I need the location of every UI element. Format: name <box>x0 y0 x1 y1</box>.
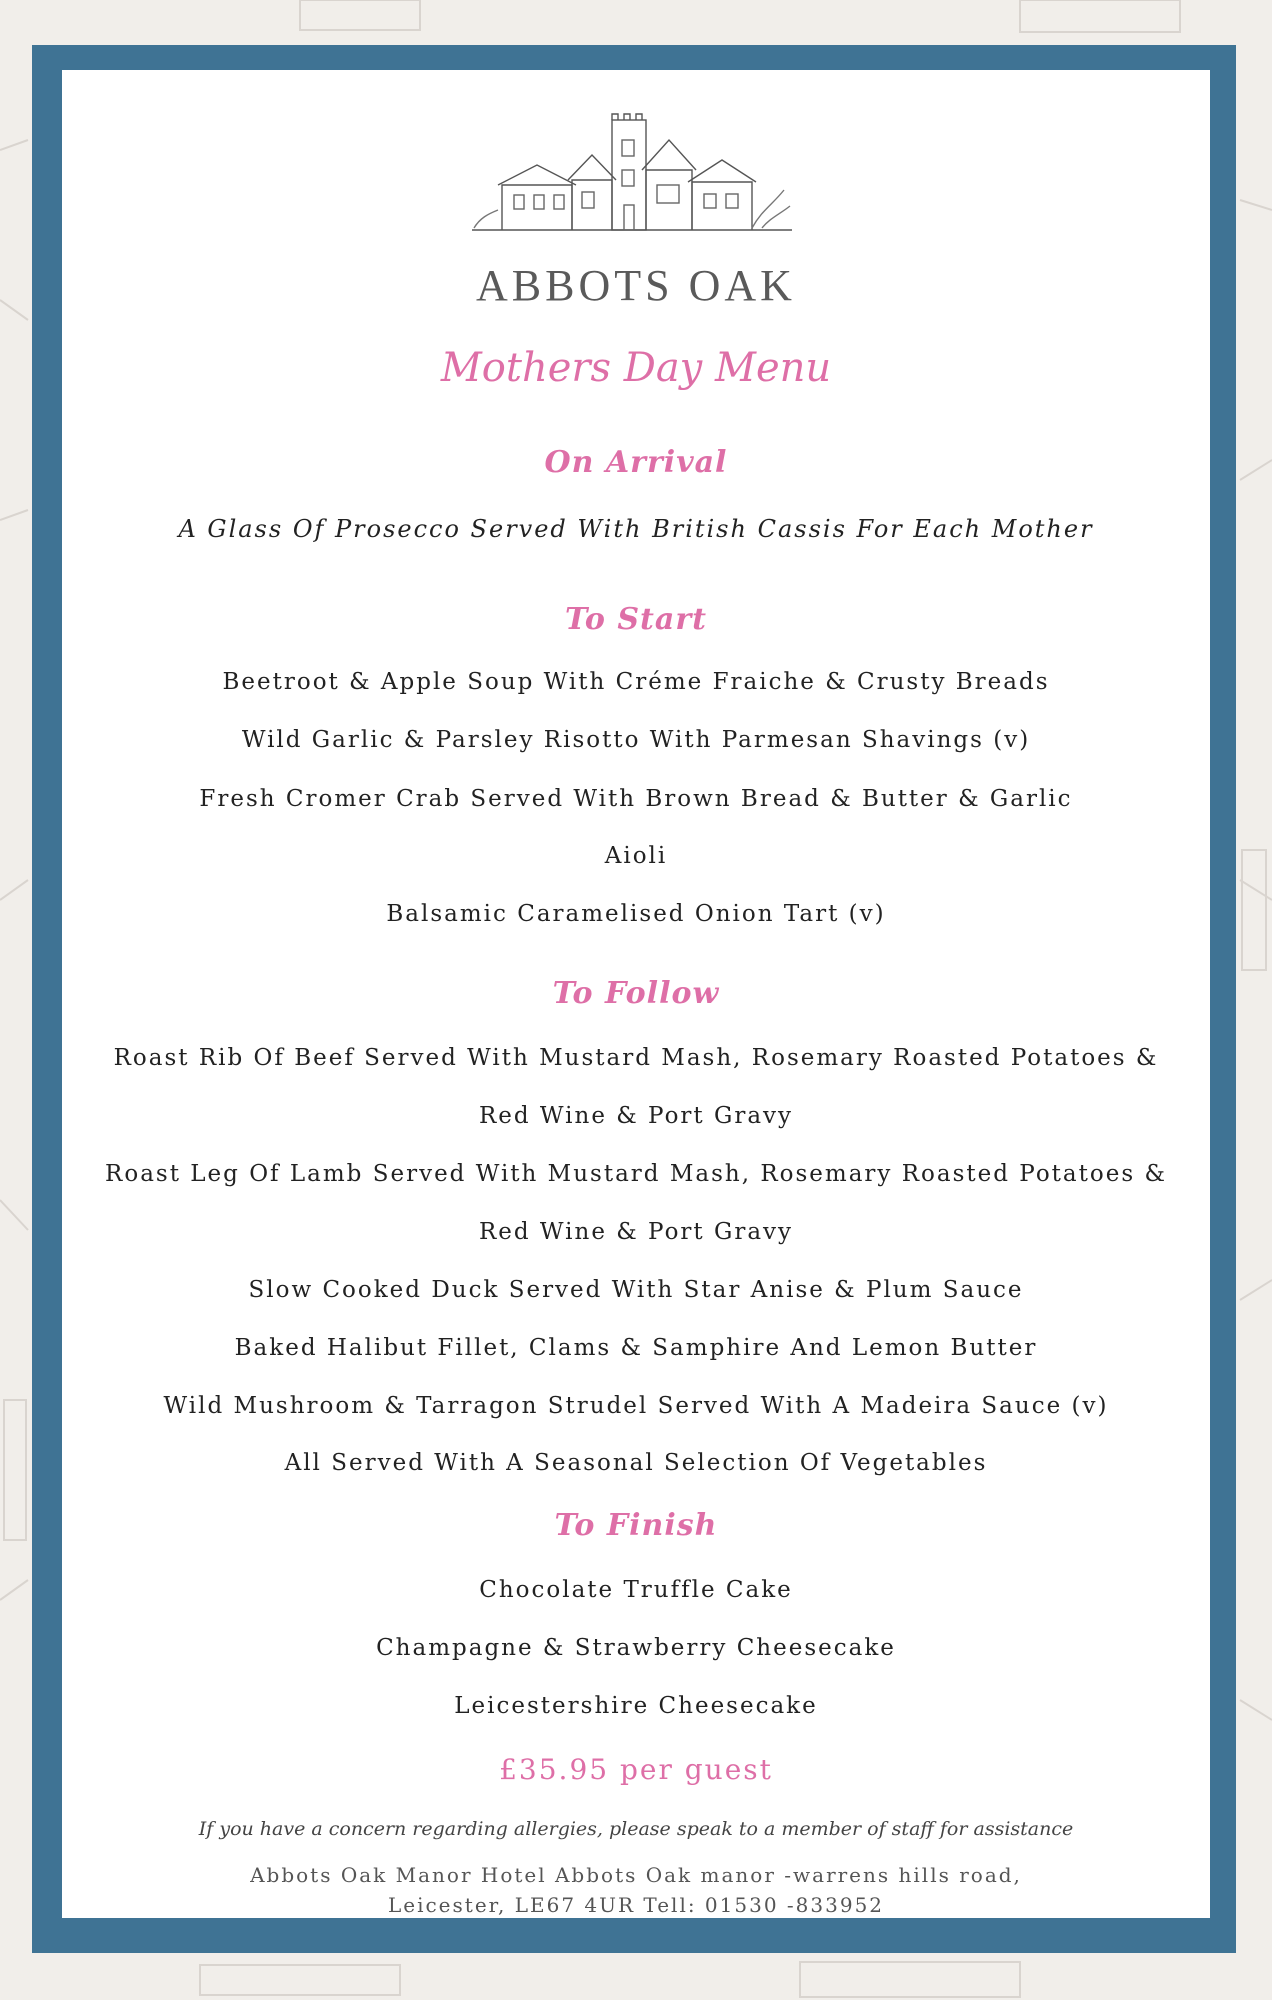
logo <box>62 110 1210 310</box>
section-heading-follow: To Follow <box>552 976 720 1011</box>
menu-item: Roast Rib Of Beef Served With Mustard Mash, Rosemary Roasted Potatoes & <box>113 1045 1159 1071</box>
menu-item: Slow Cooked Duck Served With Star Anise & Plum Sauce <box>248 1277 1024 1303</box>
section-heading-arrival: On Arrival <box>544 445 728 480</box>
section-heading-start: To Start <box>565 602 707 637</box>
menu-item: Chocolate Truffle Cake <box>479 1577 793 1603</box>
menu-item: Red Wine & Port Gravy <box>478 1219 794 1245</box>
menu-item: Red Wine & Port Gravy <box>478 1103 794 1129</box>
menu-item: Leicestershire Cheesecake <box>454 1693 818 1719</box>
section-heading-finish: To Finish <box>554 1508 718 1543</box>
menu-item: Champagne & Strawberry Cheesecake <box>376 1635 896 1661</box>
price: £35.95 per guest <box>499 1753 773 1786</box>
brand-name: ABBOTS OAK <box>476 261 796 310</box>
menu-item: Fresh Cromer Crab Served With Brown Bread & Butter & Garlic <box>199 786 1073 812</box>
menu-item: Wild Mushroom & Tarragon Strudel Served With A Madeira Sauce (v) <box>163 1393 1109 1419</box>
menu-item: Roast Leg Of Lamb Served With Mustard Mash, Rosemary Roasted Potatoes & <box>105 1161 1167 1187</box>
address-line-1: Abbots Oak Manor Hotel Abbots Oak manor -warrens hills road, <box>250 1863 1022 1887</box>
address <box>62 1860 1210 1920</box>
address-line-2: Leicester, LE67 4UR Tell: 01530 -833952 <box>387 1893 885 1917</box>
menu-item: A Glass Of Prosecco Served With British Cassis For Each Mother <box>178 515 1094 543</box>
menu-item: All Served With A Seasonal Selection Of Vegetables <box>284 1450 988 1476</box>
allergy-note: If you have a concern regarding allergies, please speak to a member of staff for assistance <box>198 1818 1074 1840</box>
menu-item: Beetroot & Apple Soup With Créme Fraiche & Crusty Breads <box>222 669 1050 695</box>
menu-item: Balsamic Caramelised Onion Tart (v) <box>386 901 886 927</box>
menu-item: Wild Garlic & Parsley Risotto With Parmesan Shavings (v) <box>241 727 1031 753</box>
menu-title: Mothers Day Menu <box>440 345 832 391</box>
menu-card <box>62 70 1210 1918</box>
menu-item: Aioli <box>604 843 668 869</box>
menu-item: Baked Halibut Fillet, Clams & Samphire And Lemon Butter <box>234 1335 1038 1361</box>
manor-house-sketch-icon <box>462 110 802 240</box>
